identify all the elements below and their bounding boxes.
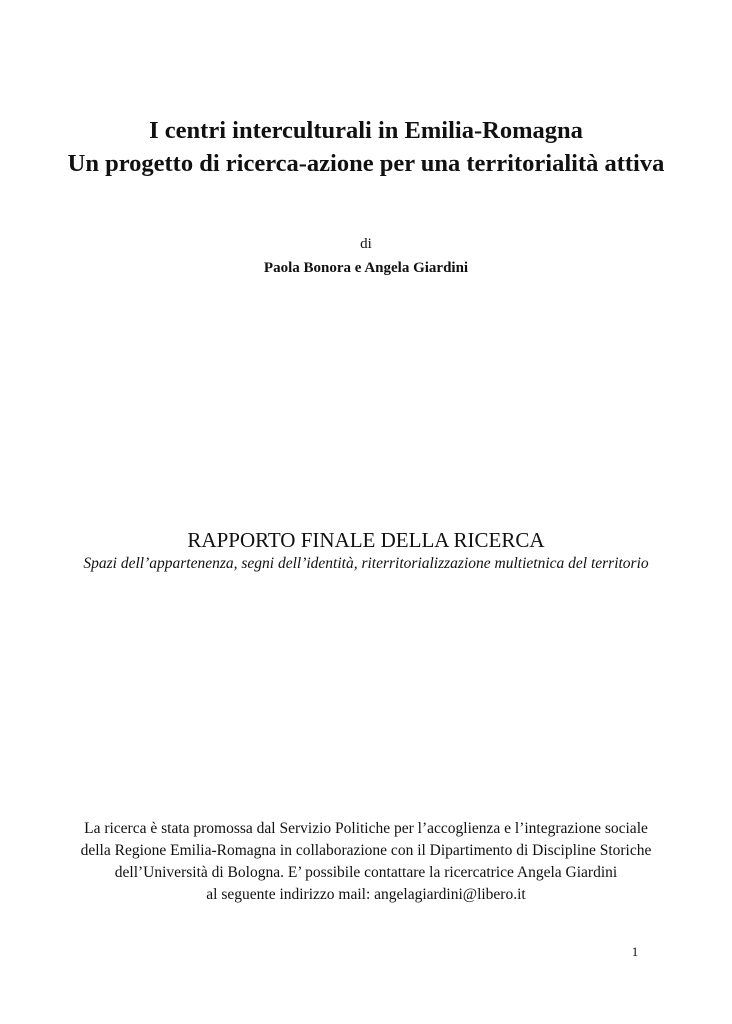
page-number: 1 xyxy=(631,944,639,959)
report-subtitle: Spazi dell’appartenenza, segni dell’identità, riterritorializzazione multietnica del territorio xyxy=(83,555,649,572)
authors: Paola Bonora e Angela Giardini xyxy=(263,260,469,276)
footer-line-1: La ricerca è stata promossa dal Servizio Politiche per l’accoglienza e l’integrazione sociale xyxy=(84,820,648,837)
by-word: di xyxy=(360,236,372,252)
footer-line-2: della Regione Emilia-Romagna in collaborazione con il Dipartimento di Discipline Storiche xyxy=(80,842,652,859)
title-line-2: Un progetto di ricerca-azione per una territorialità attiva xyxy=(67,150,665,177)
title-line-1: I centri interculturali in Emilia-Romagna xyxy=(149,117,583,144)
footer-note xyxy=(0,818,732,906)
footer-line-4: al seguente indirizzo mail: angelagiardini@libero.it xyxy=(206,886,526,903)
footer-line-3: dell’Università di Bologna. E’ possibile contattare la ricercatrice Angela Giardini xyxy=(114,864,618,881)
report-title: RAPPORTO FINALE DELLA RICERCA xyxy=(187,528,545,552)
document-title xyxy=(0,114,732,180)
